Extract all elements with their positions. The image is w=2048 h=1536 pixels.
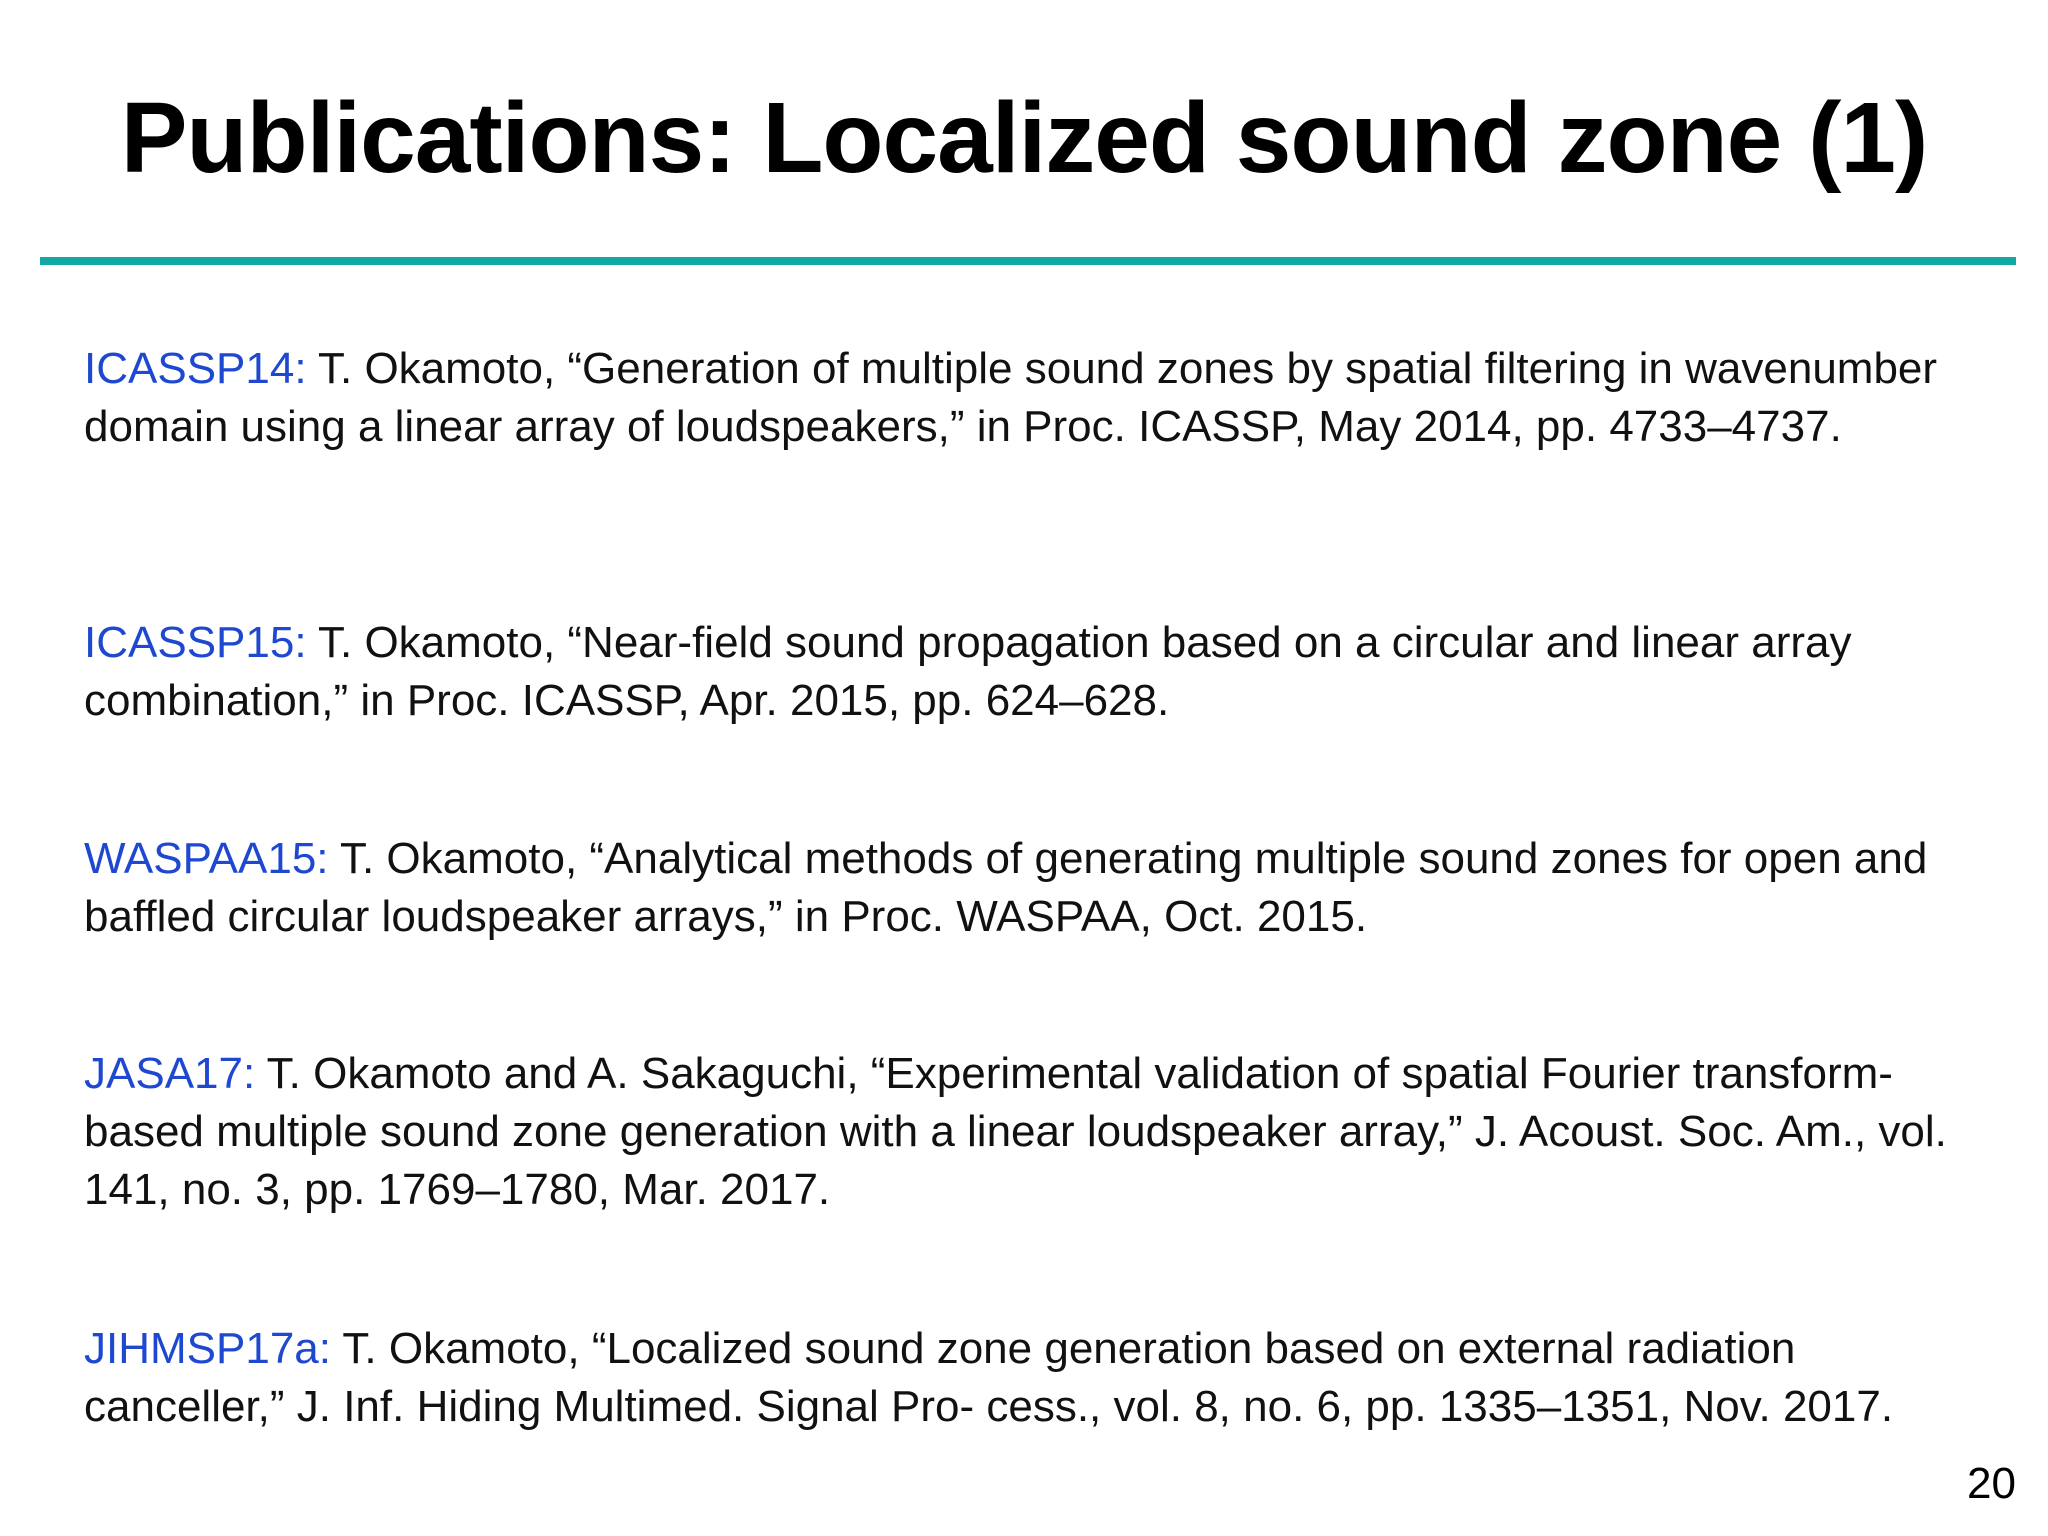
- publication-entry: [84, 1320, 2004, 1436]
- slide-title: Publications: Localized sound zone (1): [120, 82, 1928, 194]
- publication-key: JIHMSP17a:: [84, 1324, 331, 1373]
- publication-key: ICASSP14:: [84, 344, 307, 393]
- page-number: 20: [1967, 1459, 2016, 1508]
- publication-citation: T. Okamoto, “Analytical methods of generating multiple sound zones for open and baffled circular loudspeaker arrays,” in Proc. WASPAA, Oct. 2015.: [84, 834, 1928, 941]
- title-divider: [40, 257, 2016, 265]
- publication-citation: T. Okamoto, “Near-field sound propagation based on a circular and linear array combination,” in Proc. ICASSP, Apr. 2015, pp. 624–628.: [84, 618, 1852, 725]
- publication-citation: T. Okamoto, “Generation of multiple sound zones by spatial filtering in wavenumber domain using a linear array of loudspeakers,” in Proc. ICASSP, May 2014, pp. 4733–4737.: [84, 344, 1938, 451]
- publication-key: ICASSP15:: [84, 618, 307, 667]
- publication-entry: [84, 830, 2004, 946]
- publication-entry: [84, 614, 2004, 730]
- publication-key: JASA17:: [84, 1049, 256, 1098]
- publication-citation: T. Okamoto, “Localized sound zone generation based on external radiation canceller,” J. Inf. Hiding Multimed. Signal Pro- cess., vol. 8, no. 6, pp. 1335–1351, Nov. 2017.: [84, 1324, 1894, 1431]
- publication-citation: T. Okamoto and A. Sakaguchi, “Experimental validation of spatial Fourier transform-based multiple sound zone generation with a linear loudspeaker array,” J. Acoust. Soc. Am., vol. 141, no. 3, pp. 1769–1780, Mar. 2017.: [84, 1049, 1947, 1214]
- publication-key: WASPAA15:: [84, 834, 329, 883]
- publication-entry: [84, 340, 2004, 456]
- publication-entry: [84, 1045, 2004, 1219]
